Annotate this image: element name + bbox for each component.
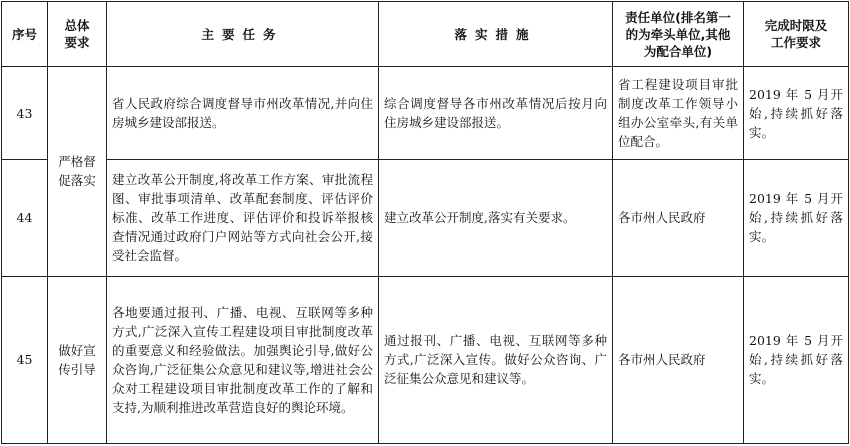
header-row <box>2 2 849 67</box>
row-serial-no: 45 <box>2 276 48 443</box>
table-row <box>2 276 849 443</box>
group-overall-requirement <box>48 276 107 443</box>
header-overall-line-2: 要求 <box>64 35 90 50</box>
policy-table <box>1 1 849 444</box>
header-measures: 落实措施 <box>379 2 613 67</box>
row-responsible-unit: 各市州人民政府 <box>613 276 744 443</box>
table-row <box>2 67 849 160</box>
row-main-task: 省人民政府综合调度督导市州改革情况,并向住房城乡建设部报送。 <box>107 67 379 160</box>
row-responsible-unit: 省工程建设项目审批制度改革工作领导小组办公室牵头,有关单位配合。 <box>613 67 744 160</box>
header-responsible-unit <box>613 2 744 67</box>
row-measures: 综合调度督导各市州改革情况后按月向住房城乡建设部报送。 <box>379 67 613 160</box>
header-unit-line-1: 责任单位(排名第一 <box>625 9 731 25</box>
row-deadline: 2019 年 5 月开始,持续抓好落实。 <box>744 67 849 160</box>
group-overall-requirement <box>48 67 107 277</box>
group-line-2: 促落实 <box>58 173 96 189</box>
header-overall-line-1: 总体 <box>64 18 90 33</box>
row-measures: 通过报刊、广播、电视、互联网等多种方式,广泛深入宣传。做好公众咨询、广泛征集公众意见和建议等。 <box>379 276 613 443</box>
group-line-1: 做好宣 <box>58 342 96 358</box>
row-main-task: 建立改革公开制度,将改革工作方案、审批流程图、审批事项清单、改革配套制度、评估评价标准、改革工作进度、评估评价和投诉举报核查情况通过政府门户网站等方式向社会公开,接受社会监督。 <box>107 160 379 276</box>
row-serial-no: 43 <box>2 67 48 160</box>
header-overall-requirement <box>48 2 107 67</box>
header-unit-line-2: 的为牵头单位,其他 <box>625 26 731 42</box>
header-serial-no: 序号 <box>2 2 48 67</box>
header-main-task: 主要任务 <box>107 2 379 67</box>
header-deadline-line-2: 工作要求 <box>770 35 821 50</box>
group-line-1: 严格督 <box>58 154 96 170</box>
row-main-task: 各地要通过报刊、广播、电视、互联网等多种方式,广泛深入宣传工程建设项目审批制度改革的重要意义和经验做法。加强舆论引导,做好公众咨询,广泛征集公众意见和建议等,增进社会公众对工程建设项目审批制度改革工作的了解和支持,为顺利推进改革营造良好的舆论环境。 <box>107 276 379 443</box>
row-measures: 建立改革公开制度,落实有关要求。 <box>379 160 613 276</box>
header-deadline <box>744 2 849 67</box>
header-deadline-line-1: 完成时限及 <box>764 18 828 33</box>
row-deadline: 2019 年 5 月开始,持续抓好落实。 <box>744 276 849 443</box>
group-line-2: 传引导 <box>58 361 96 377</box>
table-row <box>2 160 849 276</box>
row-responsible-unit: 各市州人民政府 <box>613 160 744 276</box>
row-serial-no: 44 <box>2 160 48 276</box>
row-deadline: 2019 年 5 月开始,持续抓好落实。 <box>744 160 849 276</box>
header-unit-line-3: 为配合单位) <box>643 43 713 59</box>
